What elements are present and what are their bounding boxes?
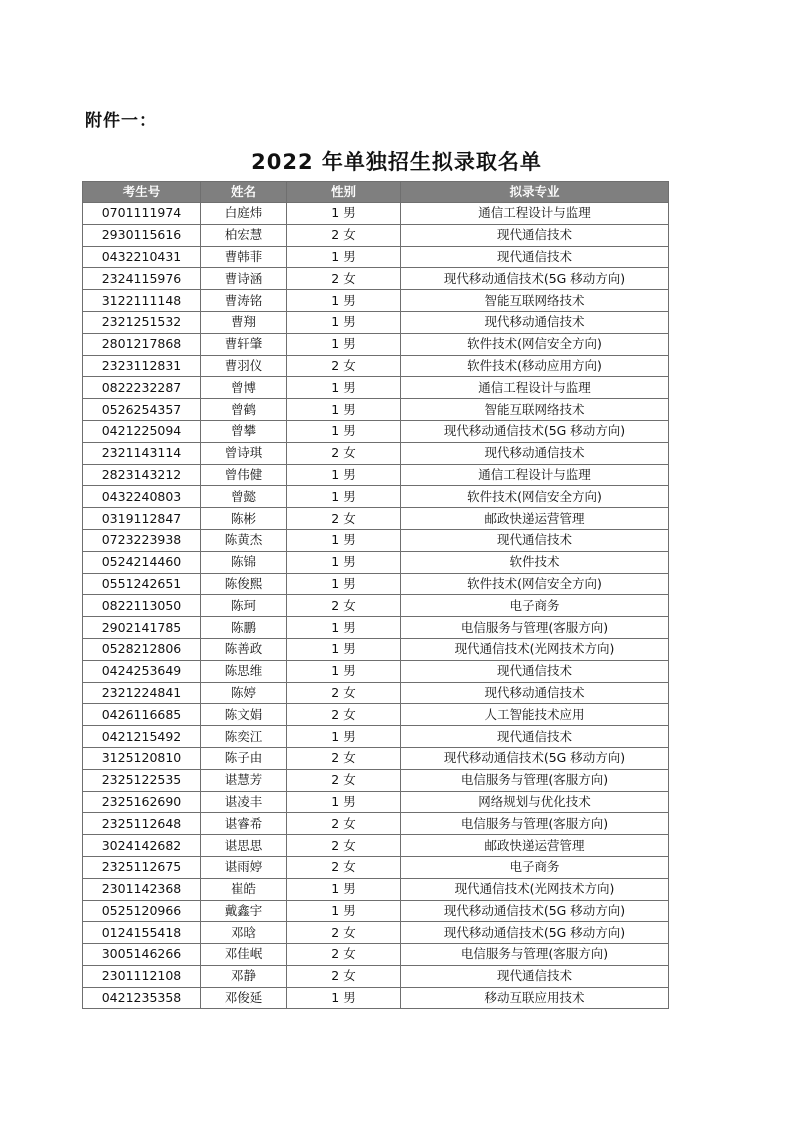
name-cell: 陈文娟 <box>201 704 287 726</box>
gender-cell: 1 男 <box>287 399 401 421</box>
candidate-id-cell: 2930115616 <box>83 224 201 246</box>
gender-cell: 1 男 <box>287 573 401 595</box>
table-row <box>83 203 669 225</box>
table-row <box>83 595 669 617</box>
candidate-id-cell: 0426116685 <box>83 704 201 726</box>
name-cell: 陈婷 <box>201 682 287 704</box>
name-cell: 谌思思 <box>201 835 287 857</box>
gender-cell: 2 女 <box>287 704 401 726</box>
major-cell: 智能互联网络技术 <box>401 399 669 421</box>
table-row <box>83 420 669 442</box>
candidate-id-cell: 0526254357 <box>83 399 201 421</box>
name-cell: 邓静 <box>201 965 287 987</box>
major-cell: 现代通信技术(光网技术方向) <box>401 878 669 900</box>
candidate-id-cell: 0701111974 <box>83 203 201 225</box>
table-row <box>83 987 669 1009</box>
major-cell: 电信服务与管理(客服方向) <box>401 769 669 791</box>
candidate-id-cell: 0421235358 <box>83 987 201 1009</box>
candidate-id-cell: 0723223938 <box>83 529 201 551</box>
major-cell: 软件技术(网信安全方向) <box>401 486 669 508</box>
name-cell: 曹韩菲 <box>201 246 287 268</box>
major-cell: 移动互联应用技术 <box>401 987 669 1009</box>
candidate-id-cell: 0525120966 <box>83 900 201 922</box>
gender-cell: 2 女 <box>287 682 401 704</box>
candidate-id-cell: 0421225094 <box>83 420 201 442</box>
page-title: 2022 年单独招生拟录取名单 <box>251 150 542 174</box>
name-cell: 曹轩肇 <box>201 333 287 355</box>
table-row <box>83 377 669 399</box>
table-row <box>83 399 669 421</box>
column-header-candidate-id: 考生号 <box>83 182 201 203</box>
table-row <box>83 551 669 573</box>
gender-cell: 2 女 <box>287 355 401 377</box>
gender-cell: 1 男 <box>287 878 401 900</box>
name-cell: 陈珂 <box>201 595 287 617</box>
column-header-gender: 性别 <box>287 182 401 203</box>
gender-cell: 1 男 <box>287 486 401 508</box>
name-cell: 邓佳岷 <box>201 944 287 966</box>
gender-cell: 1 男 <box>287 638 401 660</box>
major-cell: 现代移动通信技术(5G 移动方向) <box>401 747 669 769</box>
table-row <box>83 704 669 726</box>
gender-cell: 1 男 <box>287 311 401 333</box>
table-row <box>83 442 669 464</box>
name-cell: 陈锦 <box>201 551 287 573</box>
gender-cell: 1 男 <box>287 203 401 225</box>
major-cell: 电子商务 <box>401 856 669 878</box>
table-row <box>83 573 669 595</box>
table-row <box>83 508 669 530</box>
table-row <box>83 769 669 791</box>
major-cell: 现代通信技术 <box>401 529 669 551</box>
name-cell: 曹诗涵 <box>201 268 287 290</box>
candidate-id-cell: 2902141785 <box>83 617 201 639</box>
gender-cell: 1 男 <box>287 333 401 355</box>
candidate-id-cell: 3005146266 <box>83 944 201 966</box>
major-cell: 通信工程设计与监理 <box>401 203 669 225</box>
candidate-id-cell: 0524214460 <box>83 551 201 573</box>
major-cell: 软件技术(移动应用方向) <box>401 355 669 377</box>
gender-cell: 2 女 <box>287 769 401 791</box>
gender-cell: 2 女 <box>287 268 401 290</box>
gender-cell: 1 男 <box>287 617 401 639</box>
name-cell: 谌雨婷 <box>201 856 287 878</box>
table-row <box>83 944 669 966</box>
major-cell: 人工智能技术应用 <box>401 704 669 726</box>
table-row <box>83 835 669 857</box>
major-cell: 电信服务与管理(客服方向) <box>401 813 669 835</box>
name-cell: 曾伟健 <box>201 464 287 486</box>
major-cell: 通信工程设计与监理 <box>401 377 669 399</box>
name-cell: 陈思维 <box>201 660 287 682</box>
name-cell: 陈子由 <box>201 747 287 769</box>
table-row <box>83 813 669 835</box>
candidate-id-cell: 0421215492 <box>83 726 201 748</box>
table-header-row <box>83 182 669 203</box>
major-cell: 现代移动通信技术(5G 移动方向) <box>401 268 669 290</box>
gender-cell: 1 男 <box>287 377 401 399</box>
gender-cell: 2 女 <box>287 224 401 246</box>
candidate-id-cell: 2321224841 <box>83 682 201 704</box>
candidate-id-cell: 2321143114 <box>83 442 201 464</box>
candidate-id-cell: 2325112648 <box>83 813 201 835</box>
gender-cell: 1 男 <box>287 551 401 573</box>
candidate-id-cell: 3122111148 <box>83 290 201 312</box>
name-cell: 柏宏慧 <box>201 224 287 246</box>
name-cell: 谌睿希 <box>201 813 287 835</box>
candidate-id-cell: 0528212806 <box>83 638 201 660</box>
name-cell: 陈彬 <box>201 508 287 530</box>
gender-cell: 1 男 <box>287 726 401 748</box>
name-cell: 曾诗琪 <box>201 442 287 464</box>
gender-cell: 2 女 <box>287 747 401 769</box>
table-row <box>83 747 669 769</box>
table-row <box>83 638 669 660</box>
name-cell: 邓俊延 <box>201 987 287 1009</box>
table-row <box>83 965 669 987</box>
major-cell: 邮政快递运营管理 <box>401 508 669 530</box>
major-cell: 软件技术(网信安全方向) <box>401 333 669 355</box>
major-cell: 电信服务与管理(客服方向) <box>401 944 669 966</box>
major-cell: 软件技术 <box>401 551 669 573</box>
major-cell: 电子商务 <box>401 595 669 617</box>
gender-cell: 1 男 <box>287 420 401 442</box>
gender-cell: 1 男 <box>287 660 401 682</box>
major-cell: 现代移动通信技术 <box>401 682 669 704</box>
table-row <box>83 878 669 900</box>
candidate-id-cell: 2323112831 <box>83 355 201 377</box>
name-cell: 曾鹤 <box>201 399 287 421</box>
candidate-id-cell: 0822113050 <box>83 595 201 617</box>
gender-cell: 2 女 <box>287 856 401 878</box>
name-cell: 谌慧芳 <box>201 769 287 791</box>
candidate-id-cell: 0551242651 <box>83 573 201 595</box>
gender-cell: 1 男 <box>287 791 401 813</box>
table-row <box>83 268 669 290</box>
candidate-id-cell: 0124155418 <box>83 922 201 944</box>
major-cell: 现代移动通信技术 <box>401 442 669 464</box>
table-row <box>83 224 669 246</box>
name-cell: 曹羽仪 <box>201 355 287 377</box>
candidate-id-cell: 0432210431 <box>83 246 201 268</box>
table-row <box>83 726 669 748</box>
candidate-id-cell: 2325122535 <box>83 769 201 791</box>
candidate-id-cell: 2301112108 <box>83 965 201 987</box>
gender-cell: 2 女 <box>287 595 401 617</box>
major-cell: 现代通信技术 <box>401 965 669 987</box>
table-row <box>83 311 669 333</box>
table-row <box>83 682 669 704</box>
gender-cell: 1 男 <box>287 987 401 1009</box>
name-cell: 陈黄杰 <box>201 529 287 551</box>
attachment-label: 附件一： <box>85 111 157 131</box>
candidate-id-cell: 3125120810 <box>83 747 201 769</box>
name-cell: 戴鑫宇 <box>201 900 287 922</box>
table-row <box>83 290 669 312</box>
major-cell: 现代通信技术 <box>401 246 669 268</box>
major-cell: 电信服务与管理(客服方向) <box>401 617 669 639</box>
table-row <box>83 791 669 813</box>
table-row <box>83 464 669 486</box>
gender-cell: 2 女 <box>287 835 401 857</box>
table-body <box>83 203 669 1009</box>
candidate-id-cell: 2801217868 <box>83 333 201 355</box>
name-cell: 崔皓 <box>201 878 287 900</box>
name-cell: 曾博 <box>201 377 287 399</box>
gender-cell: 2 女 <box>287 944 401 966</box>
candidate-id-cell: 2321251532 <box>83 311 201 333</box>
gender-cell: 1 男 <box>287 290 401 312</box>
candidate-id-cell: 2324115976 <box>83 268 201 290</box>
name-cell: 邓晗 <box>201 922 287 944</box>
table-row <box>83 900 669 922</box>
gender-cell: 2 女 <box>287 813 401 835</box>
major-cell: 现代通信技术 <box>401 224 669 246</box>
candidate-id-cell: 2301142368 <box>83 878 201 900</box>
gender-cell: 1 男 <box>287 900 401 922</box>
major-cell: 智能互联网络技术 <box>401 290 669 312</box>
candidate-id-cell: 2325162690 <box>83 791 201 813</box>
column-header-name: 姓名 <box>201 182 287 203</box>
name-cell: 曹涛铭 <box>201 290 287 312</box>
name-cell: 谌凌丰 <box>201 791 287 813</box>
table-row <box>83 617 669 639</box>
candidate-id-cell: 2325112675 <box>83 856 201 878</box>
name-cell: 陈鹏 <box>201 617 287 639</box>
name-cell: 曹翔 <box>201 311 287 333</box>
table-row <box>83 486 669 508</box>
major-cell: 软件技术(网信安全方向) <box>401 573 669 595</box>
major-cell: 网络规划与优化技术 <box>401 791 669 813</box>
gender-cell: 1 男 <box>287 464 401 486</box>
gender-cell: 2 女 <box>287 965 401 987</box>
candidate-id-cell: 0424253649 <box>83 660 201 682</box>
admission-table <box>82 181 669 1009</box>
table-row <box>83 246 669 268</box>
name-cell: 曾攀 <box>201 420 287 442</box>
gender-cell: 1 男 <box>287 246 401 268</box>
name-cell: 白庭炜 <box>201 203 287 225</box>
major-cell: 现代通信技术(光网技术方向) <box>401 638 669 660</box>
table-row <box>83 856 669 878</box>
table-row <box>83 333 669 355</box>
candidate-id-cell: 0319112847 <box>83 508 201 530</box>
table-row <box>83 529 669 551</box>
candidate-id-cell: 2823143212 <box>83 464 201 486</box>
gender-cell: 2 女 <box>287 508 401 530</box>
table-row <box>83 660 669 682</box>
candidate-id-cell: 0822232287 <box>83 377 201 399</box>
major-cell: 通信工程设计与监理 <box>401 464 669 486</box>
name-cell: 曾懿 <box>201 486 287 508</box>
candidate-id-cell: 3024142682 <box>83 835 201 857</box>
gender-cell: 2 女 <box>287 442 401 464</box>
major-cell: 现代通信技术 <box>401 660 669 682</box>
candidate-id-cell: 0432240803 <box>83 486 201 508</box>
major-cell: 邮政快递运营管理 <box>401 835 669 857</box>
table-row <box>83 922 669 944</box>
name-cell: 陈俊熙 <box>201 573 287 595</box>
major-cell: 现代移动通信技术(5G 移动方向) <box>401 922 669 944</box>
name-cell: 陈奕江 <box>201 726 287 748</box>
major-cell: 现代移动通信技术 <box>401 311 669 333</box>
gender-cell: 2 女 <box>287 922 401 944</box>
major-cell: 现代通信技术 <box>401 726 669 748</box>
gender-cell: 1 男 <box>287 529 401 551</box>
major-cell: 现代移动通信技术(5G 移动方向) <box>401 900 669 922</box>
column-header-major: 拟录专业 <box>401 182 669 203</box>
major-cell: 现代移动通信技术(5G 移动方向) <box>401 420 669 442</box>
name-cell: 陈善政 <box>201 638 287 660</box>
table-row <box>83 355 669 377</box>
